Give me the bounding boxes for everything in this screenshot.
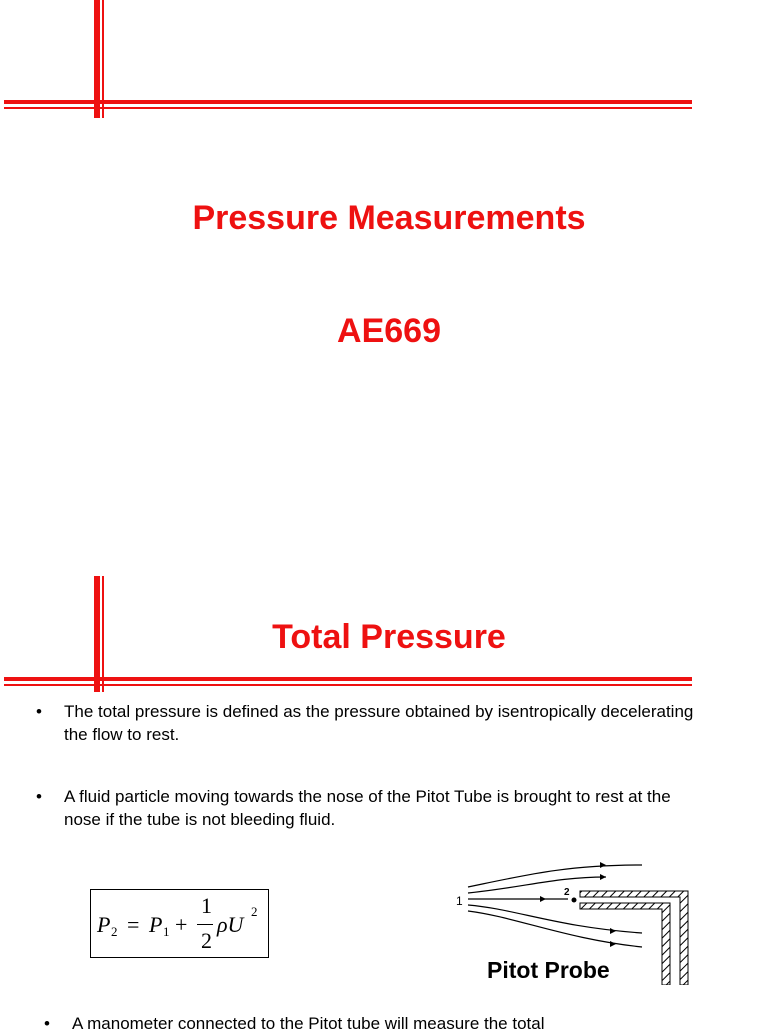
flow-arrow: [600, 862, 606, 868]
bullet-marker: •: [36, 702, 42, 721]
deck-title: Pressure Measurements: [192, 199, 586, 237]
bullet-text: A fluid particle moving towards the nose of the Pitot Tube is brought to rest at the nose if the tube is not bleeding fluid.: [64, 787, 671, 829]
stagnation-point: [572, 898, 577, 903]
slide-2: [0, 560, 768, 1033]
slide-title: Total Pressure: [272, 618, 506, 656]
fraction-denominator: 2: [201, 928, 212, 953]
plus-sign: +: [175, 912, 188, 937]
bullet-marker: •: [36, 787, 42, 806]
horizontal-rule-thin: [4, 684, 692, 686]
lhs-subscript: 2: [111, 924, 118, 939]
p1-symbol: P: [149, 912, 163, 937]
flow-arrow: [600, 874, 606, 880]
station-2-label: 2: [564, 887, 570, 898]
bernoulli-equation: [90, 889, 269, 958]
streamline: [468, 911, 642, 947]
bullet-item-2: [36, 785, 696, 831]
fraction-numerator: 1: [201, 893, 212, 918]
station-1-label: 1: [456, 894, 463, 908]
equals-sign: =: [127, 912, 140, 937]
u-exponent: 2: [251, 904, 258, 919]
flow-arrow: [610, 941, 616, 947]
figure-caption: Pitot Probe: [487, 957, 610, 983]
horizontal-rule-thick: [4, 677, 692, 681]
bullet-item-1: [36, 700, 696, 746]
course-code: AE669: [337, 312, 441, 350]
lhs-symbol: P: [97, 912, 111, 937]
bullet-marker: •: [44, 1014, 50, 1033]
fraction-bar: [197, 924, 213, 925]
p1-subscript: 1: [163, 924, 170, 939]
flow-arrow: [610, 928, 616, 934]
bullet-text: A manometer connected to the Pitot tube will measure the total: [72, 1014, 545, 1033]
horizontal-rule-thick: [4, 100, 692, 104]
streamline: [468, 865, 642, 887]
bullet-text: The total pressure is defined as the pressure obtained by isentropically decelerating the flow to rest.: [64, 702, 694, 744]
flow-arrow: [540, 896, 546, 902]
rho-u-term: ρU: [217, 912, 244, 937]
horizontal-rule-thin: [4, 107, 692, 109]
